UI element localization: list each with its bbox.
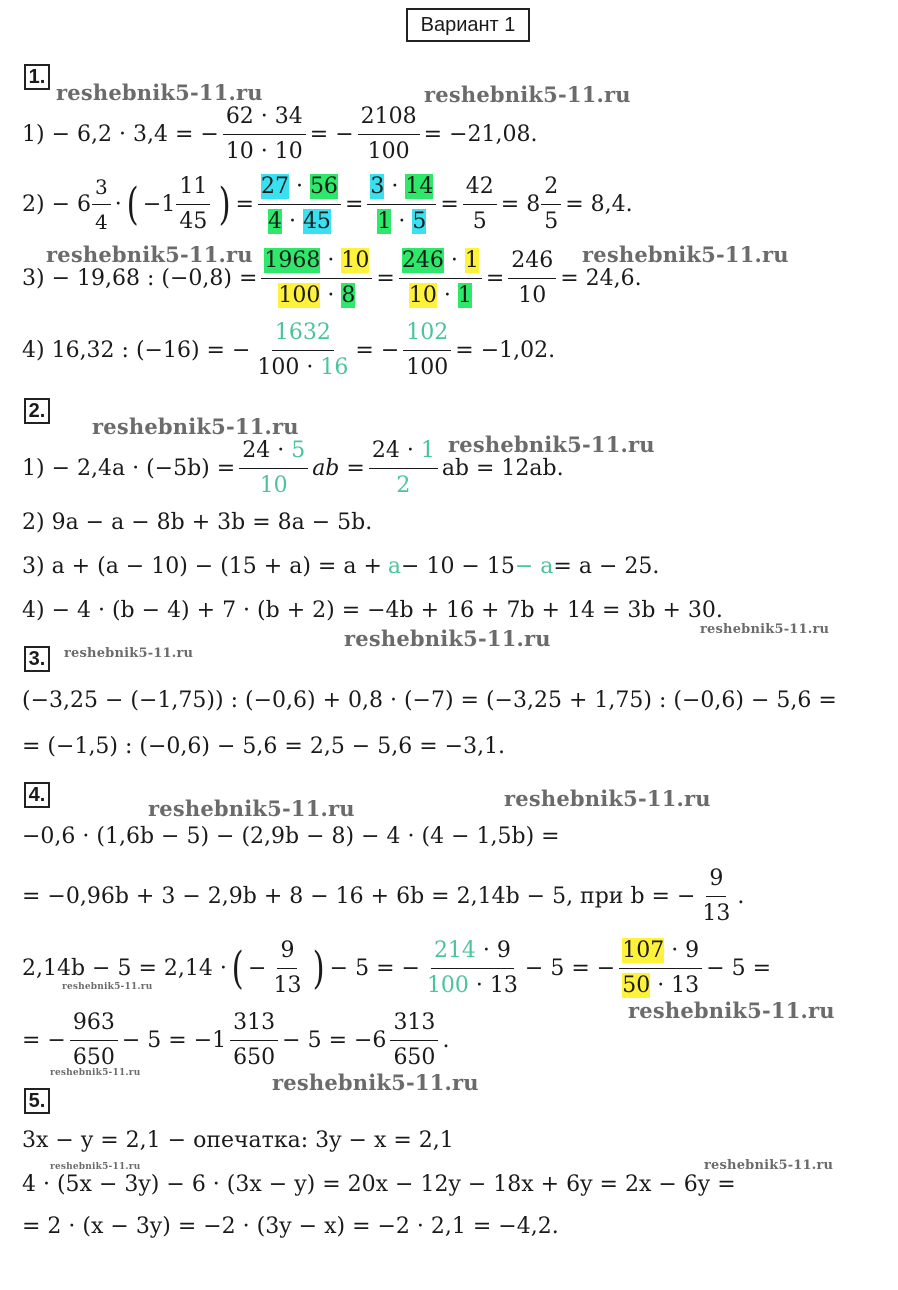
numerator-part: 24 ·	[242, 438, 292, 463]
task3-line2: = (−1,5) : (−0,6) − 5,6 = 2,5 − 5,6 = −3,1.	[22, 734, 506, 759]
denominator: 650	[72, 1045, 115, 1070]
denominator: 45	[179, 209, 208, 234]
numerator	[369, 436, 438, 469]
highlight-yellow: 10	[341, 248, 370, 273]
numerator: 2108	[358, 102, 420, 135]
denominator-part: 100 ·	[257, 355, 321, 380]
paren-left: (	[126, 178, 139, 230]
denominator: 10	[259, 473, 288, 498]
denominator: 10 · 1	[408, 283, 472, 308]
expr-text: = −	[309, 122, 354, 147]
denominator: 10	[518, 283, 547, 308]
numerator: 1632	[272, 318, 334, 351]
watermark: reshebnik5-11.ru	[62, 982, 153, 992]
watermark: reshebnik5-11.ru	[272, 1070, 479, 1095]
paren-left: (	[231, 942, 244, 994]
numerator: 9	[706, 864, 726, 897]
expr-text: = −0,96b + 3 − 2,9b + 8 − 16 + 6b = 2,14b − 5, при b = −	[22, 884, 696, 909]
fraction	[258, 172, 341, 237]
task-number-4: 4.	[24, 782, 50, 808]
fraction	[699, 864, 733, 929]
numerator: 246	[508, 246, 556, 279]
highlight-cyan: 27	[260, 174, 289, 199]
fraction	[619, 936, 702, 1001]
expr-text: − 5 = −	[329, 956, 420, 981]
expr-text: 3) a + (a − 10) − (15 + a) = a +	[22, 554, 382, 579]
task5-line1: 3x − y = 2,1 − опечатка: 3y − x = 2,1	[22, 1128, 454, 1153]
denominator: 2	[396, 473, 411, 498]
watermark: reshebnik5-11.ru	[50, 1068, 141, 1078]
denominator-part: · 13	[468, 973, 518, 998]
denominator	[254, 351, 351, 383]
equals: =	[235, 192, 254, 217]
highlight-cyan: 45	[302, 209, 331, 234]
watermark: reshebnik5-11.ru	[92, 414, 299, 439]
denominator	[424, 969, 521, 1001]
expr-text: − 5 =	[706, 956, 772, 981]
numerator-part: 24 ·	[371, 438, 421, 463]
denominator-part-teal: 100	[426, 973, 469, 998]
numerator	[619, 936, 702, 969]
fraction	[403, 318, 451, 383]
watermark: reshebnik5-11.ru	[424, 82, 631, 107]
watermark: reshebnik5-11.ru	[148, 796, 355, 821]
expr-text: 1) − 2,4a · (−5b) =	[22, 456, 236, 481]
task1-line3	[22, 246, 642, 311]
numerator: 313	[390, 1008, 438, 1041]
denominator: 10 · 10	[225, 139, 303, 164]
numerator-part-teal: 5	[291, 438, 306, 463]
numerator: 102	[403, 318, 451, 351]
expr-text: 2) − 6	[22, 192, 91, 217]
highlight-green: 1	[457, 283, 472, 308]
watermark: reshebnik5-11.ru	[64, 646, 194, 661]
denominator: 5	[472, 209, 487, 234]
expr-text: − 5 = −6	[282, 1028, 387, 1053]
task3-line1: (−3,25 − (−1,75)) : (−0,6) + 0,8 · (−7) = (−3,25 + 1,75) : (−0,6) − 5,6 =	[22, 688, 837, 713]
expr-text: − 10 − 15	[401, 554, 515, 579]
denominator: 5	[544, 209, 559, 234]
denominator: 650	[233, 1045, 276, 1070]
fraction	[70, 1008, 118, 1073]
numerator-part: · 9	[475, 938, 511, 963]
expr-text: = 24,6.	[560, 266, 642, 291]
denominator: 100	[367, 139, 410, 164]
watermark: reshebnik5-11.ru	[46, 242, 253, 267]
fraction	[230, 1008, 278, 1073]
fraction	[358, 102, 420, 167]
fraction	[399, 246, 482, 311]
task4-line4	[22, 1008, 449, 1073]
highlight-cyan: 5	[412, 209, 427, 234]
numerator-part-teal: 214	[433, 938, 476, 963]
denominator: 100 · 8	[278, 283, 356, 308]
fraction	[508, 246, 556, 311]
watermark: reshebnik5-11.ru	[56, 80, 263, 105]
numerator	[239, 436, 308, 469]
denominator-part-teal: 16	[320, 355, 349, 380]
watermark: reshebnik5-11.ru	[344, 626, 551, 651]
expr-text: = −1,02.	[455, 338, 556, 363]
expr-text: ab =	[312, 456, 365, 481]
numerator: 11	[176, 172, 210, 205]
equals: =	[485, 266, 505, 291]
fraction	[270, 936, 304, 1001]
fraction	[92, 172, 111, 237]
expr-text: = −	[355, 338, 400, 363]
paren-right: )	[218, 178, 231, 230]
expr-text: ab = 12ab.	[441, 456, 564, 481]
watermark: reshebnik5-11.ru	[50, 1162, 141, 1172]
task1-line4	[22, 318, 555, 383]
denominator	[619, 969, 702, 1001]
task2-line4: 4) − 4 · (b − 4) + 7 · (b + 2) = −4b + 16 + 7b + 14 = 3b + 30.	[22, 598, 723, 623]
task4-line3	[22, 936, 771, 1001]
fraction	[367, 172, 436, 237]
expr-text: = 8,4.	[565, 192, 633, 217]
task1-line1	[22, 102, 538, 167]
numerator: 1968 · 10	[261, 246, 372, 279]
expr-text: 4) 16,32 : (−16) = −	[22, 338, 251, 363]
numerator: 3 · 14	[367, 172, 436, 205]
watermark: reshebnik5-11.ru	[504, 786, 711, 811]
denominator: 650	[393, 1045, 436, 1070]
equals: =	[440, 192, 459, 217]
watermark: reshebnik5-11.ru	[448, 432, 655, 457]
highlight-yellow: 50	[622, 973, 651, 998]
task2-line1	[22, 436, 564, 501]
expr-text-teal: − a	[514, 554, 554, 579]
expr-text: = a − 25.	[553, 554, 660, 579]
highlight-green: 246	[401, 248, 444, 273]
expr-text: − 5 = −	[524, 956, 616, 981]
task2-line3	[22, 554, 659, 579]
fraction	[239, 436, 308, 501]
fraction	[223, 102, 306, 167]
expr-text: .	[737, 884, 745, 909]
highlight-green: 1968	[264, 248, 321, 273]
highlight-yellow: 107	[622, 938, 665, 963]
paren-right: )	[313, 942, 326, 994]
page-title: Вариант 1	[406, 8, 530, 42]
denominator-part: · 13	[650, 973, 700, 998]
expr-text: = −21,08.	[423, 122, 538, 147]
expr-text: −	[248, 956, 267, 981]
expr-text: 2,14b − 5 = 2,14 ·	[22, 956, 227, 981]
fraction	[261, 246, 372, 311]
fraction	[254, 318, 351, 383]
expr-text: − 5 = −1	[121, 1028, 227, 1053]
fraction	[541, 172, 561, 237]
numerator: 2	[541, 172, 561, 205]
highlight-cyan: 3	[370, 174, 385, 199]
denominator: 13	[702, 901, 731, 926]
fraction	[424, 936, 521, 1001]
task-number-3: 3.	[24, 646, 50, 672]
task5-line3: = 2 · (x − 3y) = −2 · (3y − x) = −2 · 2,1 = −4,2.	[22, 1214, 559, 1239]
task-number-5: 5.	[24, 1088, 50, 1114]
highlight-yellow: 100	[278, 283, 321, 308]
highlight-green: 1	[377, 209, 392, 234]
task4-line1: −0,6 · (1,6b − 5) − (2,9b − 8) − 4 · (4 − 1,5b) =	[22, 824, 560, 849]
watermark: reshebnik5-11.ru	[628, 998, 835, 1023]
watermark: reshebnik5-11.ru	[582, 242, 789, 267]
highlight-green: 14	[405, 174, 434, 199]
expr-text: 8	[526, 192, 541, 217]
task1-line2	[22, 172, 633, 237]
numerator: 313	[230, 1008, 278, 1041]
expr-text: 1) − 6,2 · 3,4 = −	[22, 122, 219, 147]
fraction	[463, 172, 497, 237]
numerator: 42	[463, 172, 497, 205]
highlight-yellow: 10	[408, 283, 437, 308]
numerator-part-teal: 1	[420, 438, 435, 463]
highlight-green: 4	[267, 209, 282, 234]
equals: =	[500, 192, 520, 217]
fraction	[369, 436, 438, 501]
watermark: reshebnik5-11.ru	[700, 622, 830, 637]
numerator: 246 · 1	[399, 246, 482, 279]
numerator-part: · 9	[664, 938, 700, 963]
equals: =	[376, 266, 395, 291]
highlight-yellow: 1	[464, 248, 479, 273]
fraction	[390, 1008, 438, 1073]
numerator: 963	[70, 1008, 118, 1041]
task-number-2: 2.	[24, 398, 50, 424]
expr-text: = −	[22, 1028, 66, 1053]
numerator: 62 · 34	[223, 102, 306, 135]
task4-line2	[22, 864, 744, 929]
equals: =	[344, 192, 364, 217]
numerator: 3	[92, 172, 111, 205]
denominator: 1 · 5	[377, 209, 427, 234]
highlight-green: 56	[309, 174, 338, 199]
watermark: reshebnik5-11.ru	[704, 1158, 834, 1173]
numerator	[431, 936, 514, 969]
expr-text-teal: a	[387, 554, 402, 579]
expr-text: −1	[142, 192, 176, 217]
expr-text: 3) − 19,68 : (−0,8) =	[22, 266, 258, 291]
task2-line2: 2) 9a − a − 8b + 3b = 8a − 5b.	[22, 510, 373, 535]
denominator: 4 · 45	[267, 209, 331, 234]
numerator: 9	[277, 936, 297, 969]
expr-text: .	[442, 1028, 450, 1053]
numerator: 27 · 56	[258, 172, 341, 205]
dot-operator: ·	[114, 192, 122, 217]
fraction	[176, 172, 210, 237]
task5-line2: 4 · (5x − 3y) − 6 · (3x − y) = 20x − 12y − 18x + 6y = 2x − 6y =	[22, 1172, 736, 1197]
highlight-green: 8	[341, 283, 356, 308]
task-number-1: 1.	[24, 64, 50, 90]
denominator: 4	[95, 210, 108, 234]
denominator: 100	[406, 355, 449, 380]
denominator: 13	[273, 973, 302, 998]
